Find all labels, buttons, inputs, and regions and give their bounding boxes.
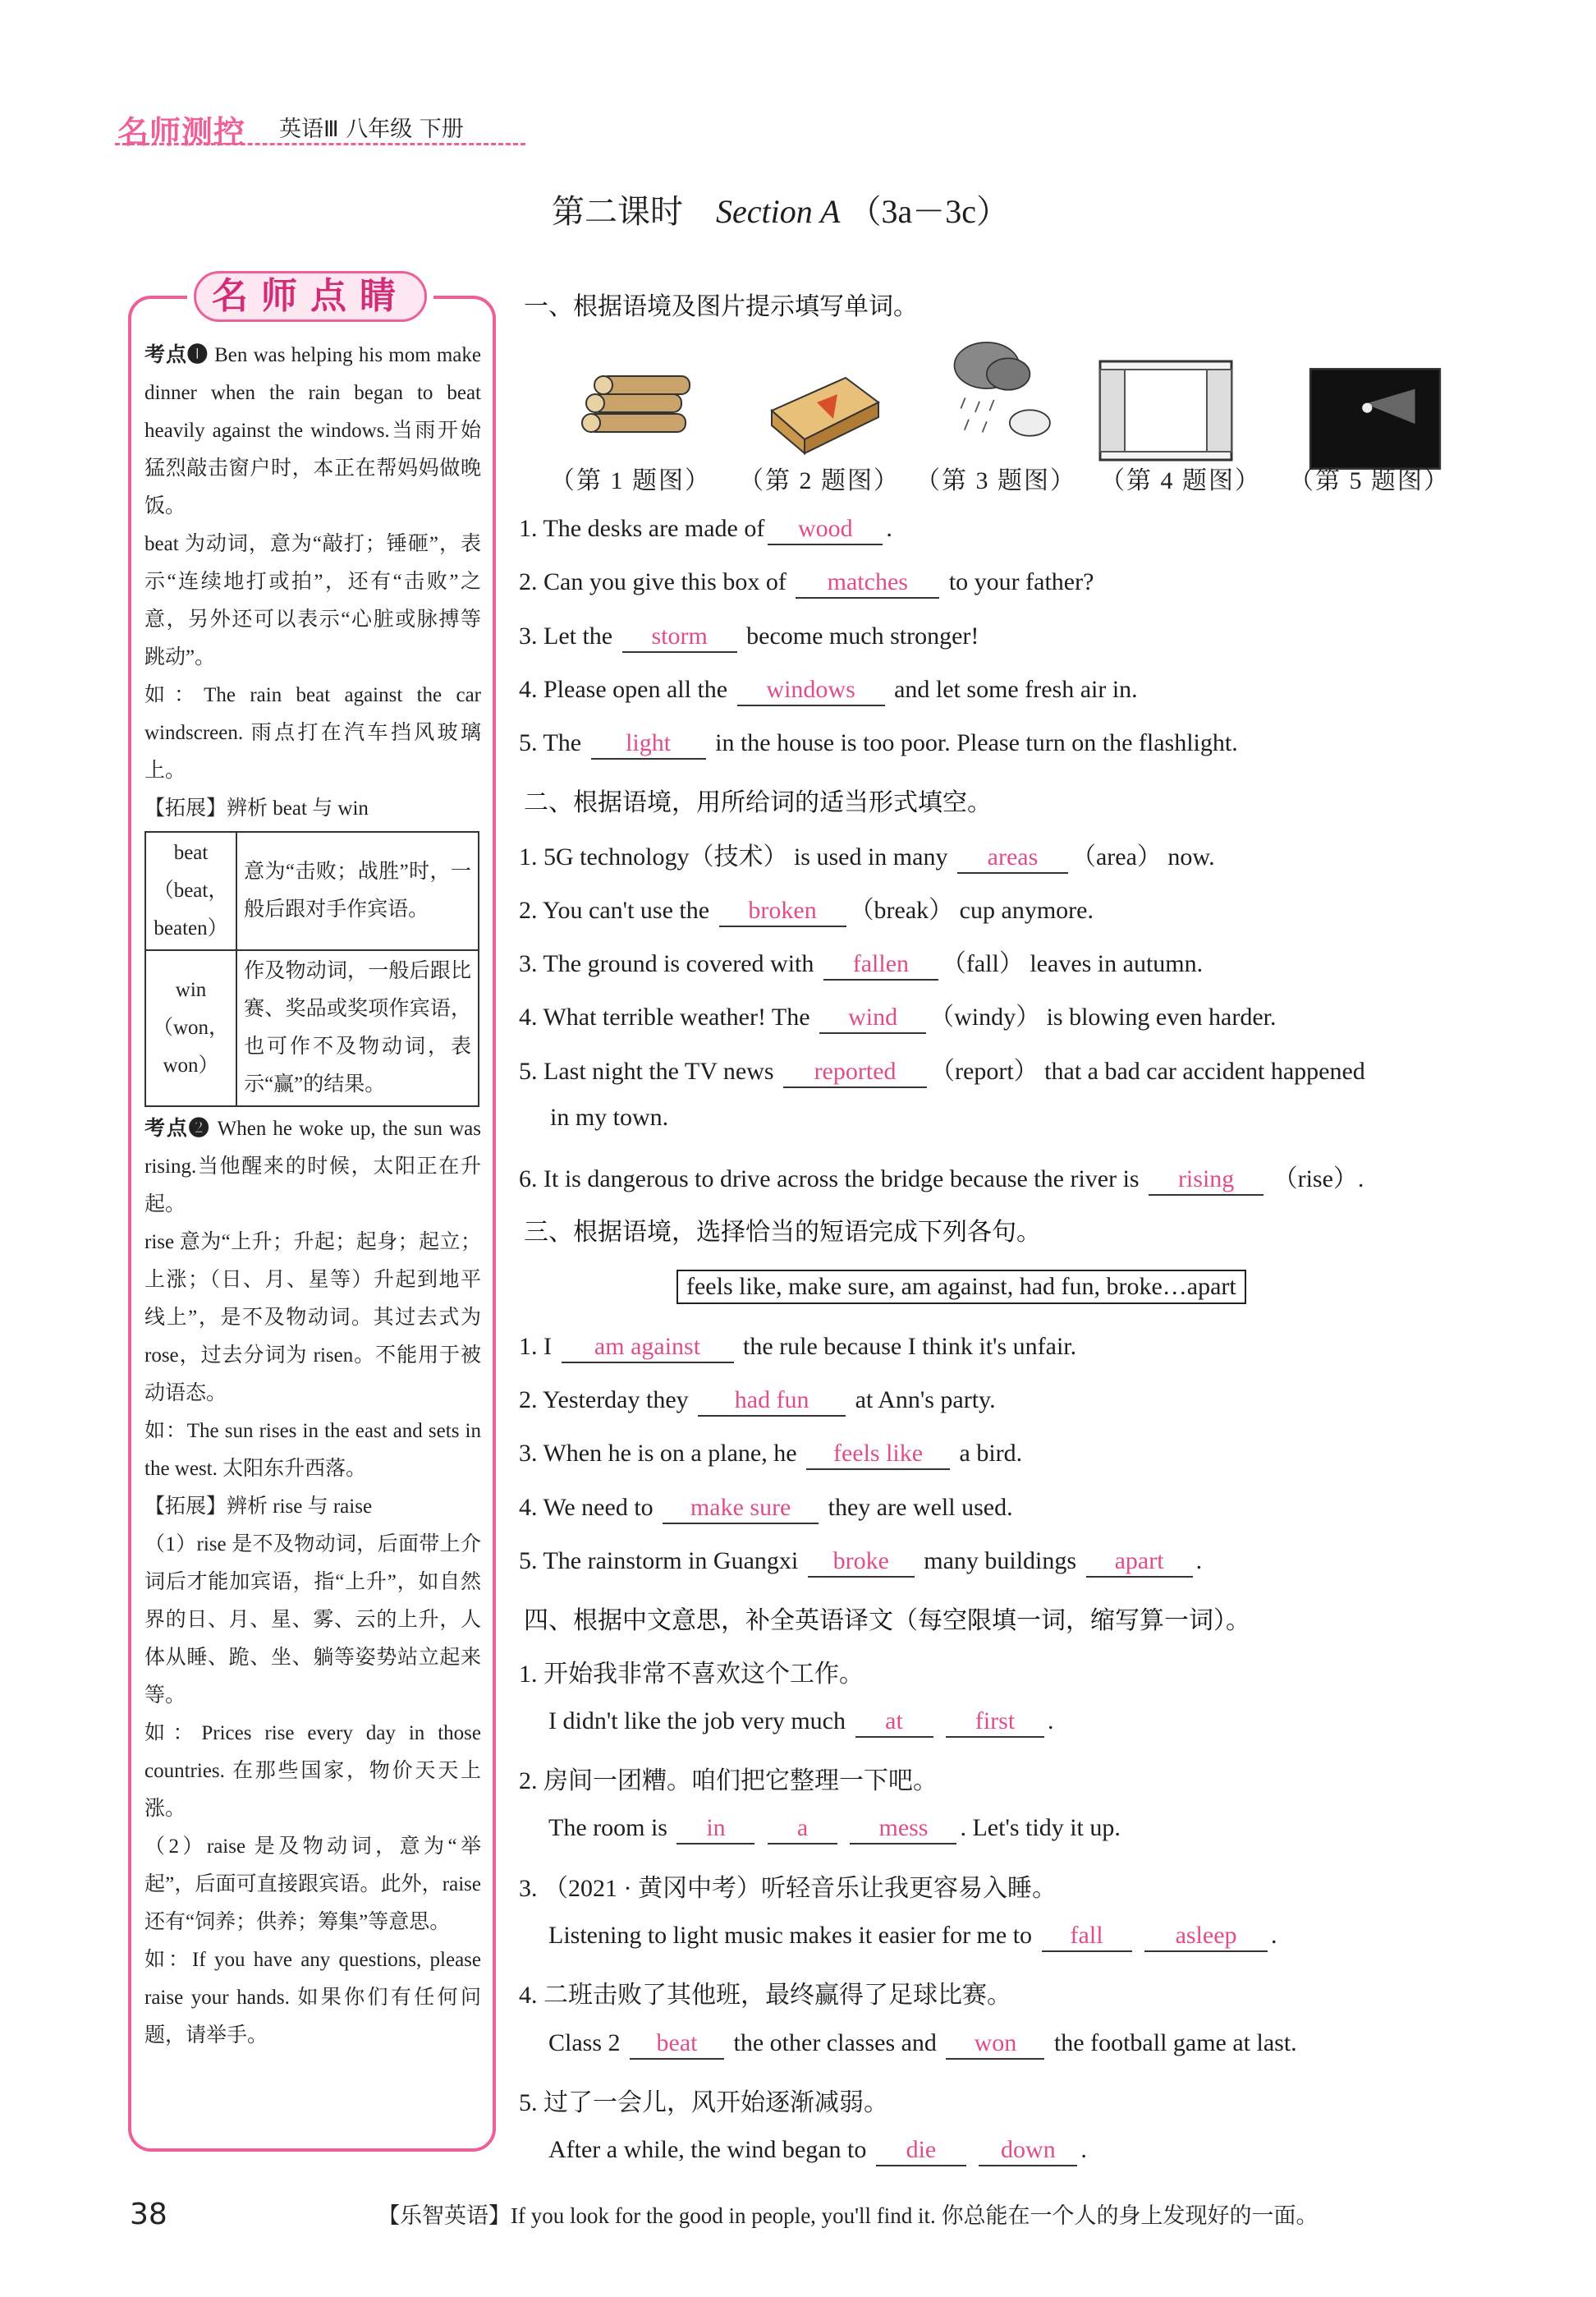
- tip-point-1: [144, 337, 481, 526]
- question-text: （report） that a bad car accident happened: [930, 1058, 1365, 1085]
- question-text: 4. What terrible weather! The: [519, 1004, 810, 1031]
- question-item: [519, 889, 1094, 927]
- answer-blank: broke: [808, 1546, 915, 1578]
- question-text: .: [1195, 1547, 1203, 1574]
- answer-blank: wind: [819, 1003, 926, 1034]
- brand-logo: 名师测控: [117, 114, 246, 150]
- answer-blank: wood: [768, 514, 883, 545]
- question-item: [548, 1707, 1054, 1738]
- question-chinese: 5. 过了一会儿，风开始逐渐减弱。: [519, 2089, 888, 2116]
- question-chinese: 3. （2021 · 黄冈中考）听轻音乐让我更容易入睡。: [519, 1875, 1057, 1902]
- question-item: [519, 567, 1094, 599]
- question-text: Class 2: [548, 2029, 621, 2056]
- question-text: 4. We need to: [519, 1494, 654, 1521]
- question-text: 1. The desks are made of: [519, 515, 765, 542]
- question-item: [519, 1385, 996, 1417]
- window-image: [1096, 353, 1236, 468]
- image-caption: （第 2 题图）: [739, 467, 900, 494]
- phrase-bank: feels like, make sure, am against, had fun, broke…apart: [676, 1270, 1246, 1304]
- tip-text: 如：The sun rises in the east and sets in the west. 太阳东升西落。: [144, 1420, 481, 1480]
- answer-blank: rising: [1149, 1165, 1264, 1196]
- question-text: the other classes and: [733, 2029, 937, 2056]
- question-text: 5. The: [519, 729, 582, 756]
- tip-text: rise 意为“上升；升起；起身；起立；上涨；（日、月、星等）升起到地平线上”，是不及物动词。其过去式为 rose，过去分词为 risen。不能用于被动语态。: [144, 1231, 481, 1404]
- question-text: 1. 5G technology（技术） is used in many: [519, 843, 948, 871]
- book-info: 英语Ⅲ 八年级 下册: [279, 117, 464, 142]
- answer-blank: apart: [1086, 1546, 1193, 1578]
- question-text: After a while, the wind began to: [548, 2136, 867, 2163]
- answer-blank: light: [591, 728, 706, 760]
- point-label: 考点❶: [144, 344, 209, 366]
- answer-blank: won: [946, 2028, 1044, 2060]
- example-cn: 当雨开始猛烈敲击窗户时，本正在帮妈妈做晚饭。: [144, 420, 481, 517]
- tip-text: 如：The rain beat against the car windscreen. 雨点打在汽车挡风玻璃上。: [144, 684, 481, 782]
- question-item: [519, 622, 979, 653]
- question-text: .: [886, 515, 892, 542]
- question-item: [519, 1332, 1076, 1363]
- question-text: （rise）.: [1273, 1165, 1364, 1192]
- tip-text: （2）raise 是及物动词，意为“举起”，后面可直接跟宾语。此外，raise 还有“饲养；供养；筹集”等意思。: [144, 1835, 481, 1933]
- question-chinese: 4. 二班击败了其他班，最终赢得了足球比赛。: [519, 1982, 1011, 2009]
- sidebar-title: 名师点睛: [194, 271, 427, 322]
- wood-logs-image: [575, 345, 714, 460]
- question-text: become much stronger!: [746, 622, 979, 650]
- question-text: 3. Let the: [519, 622, 613, 650]
- question-text: 3. The ground is covered with: [519, 950, 814, 977]
- question-text: 5. Last night the TV news: [519, 1058, 774, 1085]
- answer-blank: reported: [783, 1057, 927, 1088]
- question-text: at Ann's party.: [855, 1386, 996, 1413]
- question-text: 3. When he is on a plane, he: [519, 1440, 797, 1467]
- image-caption: （第 4 题图）: [1100, 467, 1261, 494]
- question-text: . Let's tidy it up.: [960, 1814, 1121, 1841]
- answer-blank: storm: [622, 622, 737, 653]
- question-continuation: in my town.: [550, 1104, 669, 1131]
- question-text: Listening to light music makes it easier for me to: [548, 1922, 1033, 1949]
- answer-blank: broken: [719, 896, 846, 927]
- answer-blank: asleep: [1144, 1921, 1268, 1952]
- question-item: [519, 1158, 1364, 1196]
- storm-image: [928, 337, 1067, 452]
- question-text: .: [1080, 2136, 1087, 2163]
- page-number: 38: [130, 2198, 167, 2231]
- answer-blank: areas: [957, 843, 1068, 874]
- question-text: and let some fresh air in.: [894, 676, 1138, 703]
- question-item: [519, 836, 1215, 874]
- table-row: [145, 950, 479, 1106]
- question-item: [548, 1813, 1121, 1844]
- answer-blank: windows: [737, 675, 885, 706]
- question-text: 6. It is dangerous to drive across the bridge because the river is: [519, 1165, 1140, 1192]
- image-caption: （第 1 题图）: [550, 467, 711, 494]
- answer-blank: a: [768, 1813, 837, 1844]
- answer-blank: make sure: [663, 1493, 819, 1524]
- question-text: .: [1271, 1922, 1277, 1949]
- question-chinese: 1. 开始我非常不喜欢这个工作。: [519, 1661, 864, 1688]
- lesson-title-cn: 第二课时: [552, 193, 683, 230]
- answer-blank: feels like: [806, 1439, 950, 1470]
- answer-blank: am against: [562, 1332, 734, 1363]
- question-text: （fall） leaves in autumn.: [941, 950, 1204, 977]
- question-text: they are well used.: [828, 1494, 1013, 1521]
- footer-quote: 【乐智英语】If you look for the good in people, you'll find it. 你总能在一个人的身上发现好的一面。: [378, 2203, 1319, 2228]
- lesson-title: [552, 186, 1009, 232]
- sidebar-body: [144, 337, 481, 2055]
- question-text: to your father?: [948, 568, 1094, 595]
- table-cell: beat（beat，beaten）: [145, 832, 236, 950]
- question-text: （windy） is blowing even harder.: [929, 1004, 1277, 1031]
- header-divider: [115, 143, 525, 145]
- question-item: [519, 943, 1203, 981]
- section-heading: 三、根据语境，选择恰当的短语完成下列各句。: [524, 1218, 1041, 1247]
- tip-text: 【拓展】辨析 rise 与 raise: [144, 1495, 373, 1518]
- point-label: 考点❷: [144, 1118, 211, 1140]
- answer-blank: die: [876, 2135, 966, 2166]
- answer-blank: fall: [1042, 1921, 1132, 1952]
- example-cn: 当他醒来的时候，太阳正在升起。: [144, 1155, 481, 1215]
- question-text: 2. Can you give this box of: [519, 568, 787, 595]
- question-text: I didn't like the job very much: [548, 1707, 846, 1734]
- question-text: a bird.: [959, 1440, 1023, 1467]
- example-en: Ben was helping his mom make dinner when the rain began to beat heavily against the windows.: [144, 344, 482, 442]
- tip-text: 如：Prices rise every day in those countries. 在那些国家，物价天天上涨。: [144, 1722, 481, 1820]
- question-item: [548, 1921, 1277, 1952]
- tip-text: beat 为动词，意为“敲打；锤砸”，表示“连续地打或拍”，还有“击败”之意，另外还可以表示“心脏或脉搏等跳动”。: [144, 533, 481, 668]
- image-caption: （第 3 题图）: [915, 467, 1076, 494]
- question-chinese: 2. 房间一团糟。咱们把它整理一下吧。: [519, 1767, 938, 1794]
- answer-blank: in: [676, 1813, 754, 1844]
- section-heading: 四、根据中文意思，补全英语译文（每空限填一词，缩写算一词）。: [524, 1606, 1250, 1635]
- question-item: [519, 675, 1138, 706]
- matchbox-image: [755, 353, 895, 468]
- dark-light-image: [1305, 361, 1445, 476]
- question-text: .: [1048, 1707, 1054, 1734]
- question-text: （break） cup anymore.: [849, 897, 1094, 924]
- question-item: [519, 1050, 1365, 1088]
- answer-blank: mess: [850, 1813, 956, 1844]
- question-text: 2. Yesterday they: [519, 1386, 689, 1413]
- question-text: the football game at last.: [1053, 2029, 1297, 2056]
- question-text: 1. I: [519, 1333, 552, 1360]
- answer-blank: down: [979, 2135, 1077, 2166]
- table-cell: 意为“击败；战胜”时，一般后跟对手作宾语。: [236, 832, 479, 950]
- question-text: in the house is too poor. Please turn on the flashlight.: [715, 729, 1238, 756]
- question-item: [519, 514, 892, 545]
- answer-blank: had fun: [698, 1385, 846, 1417]
- example-en: When he woke up, the sun was rising.: [144, 1118, 481, 1178]
- answer-blank: fallen: [823, 949, 938, 981]
- tip-text: （1）rise 是不及物动词，后面带上介词后才能加宾语，指“上升”，如自然界的日、月、星、雾、云的上升，人体从睡、跪、坐、躺等姿势站立起来等。: [144, 1533, 481, 1707]
- lesson-range: （3a－3c）: [848, 193, 1009, 230]
- answer-blank: first: [946, 1707, 1044, 1738]
- beat-win-table: [144, 831, 479, 1107]
- question-text: many buildings: [924, 1547, 1077, 1574]
- question-text: （area） now.: [1071, 843, 1215, 871]
- tip-point-2: [144, 1110, 481, 1224]
- table-cell: 作及物动词，一般后跟比赛、奖品或奖项作宾语，也可作不及物动词，表示“赢”的结果。: [236, 950, 479, 1106]
- question-text: 5. The rainstorm in Guangxi: [519, 1547, 799, 1574]
- lesson-title-en: Section A: [716, 193, 841, 230]
- section-heading: 一、根据语境及图片提示填写单词。: [524, 292, 918, 321]
- answer-blank: beat: [630, 2028, 724, 2060]
- section-heading: 二、根据语境，用所给词的适当形式填空。: [524, 788, 992, 817]
- question-item: [519, 996, 1277, 1034]
- answer-blank: matches: [796, 567, 939, 599]
- table-cell: win（won，won）: [145, 950, 236, 1106]
- image-caption: （第 5 题图）: [1289, 467, 1450, 494]
- question-text: the rule because I think it's unfair.: [743, 1333, 1077, 1360]
- tip-text: 【拓展】辨析 beat 与 win: [144, 797, 369, 820]
- question-item: [548, 2135, 1087, 2166]
- question-text: 2. You can't use the: [519, 897, 710, 924]
- question-item: [519, 1493, 1013, 1524]
- tip-text: 如：If you have any questions, please raise your hands. 如果你们有任何问题，请举手。: [144, 1949, 481, 2047]
- question-item: [519, 1439, 1022, 1470]
- question-text: The room is: [548, 1814, 667, 1841]
- question-item: [548, 2028, 1297, 2060]
- question-item: [519, 1546, 1202, 1578]
- answer-blank: at: [855, 1707, 933, 1738]
- question-text: 4. Please open all the: [519, 676, 728, 703]
- table-row: [145, 832, 479, 950]
- question-item: [519, 728, 1238, 760]
